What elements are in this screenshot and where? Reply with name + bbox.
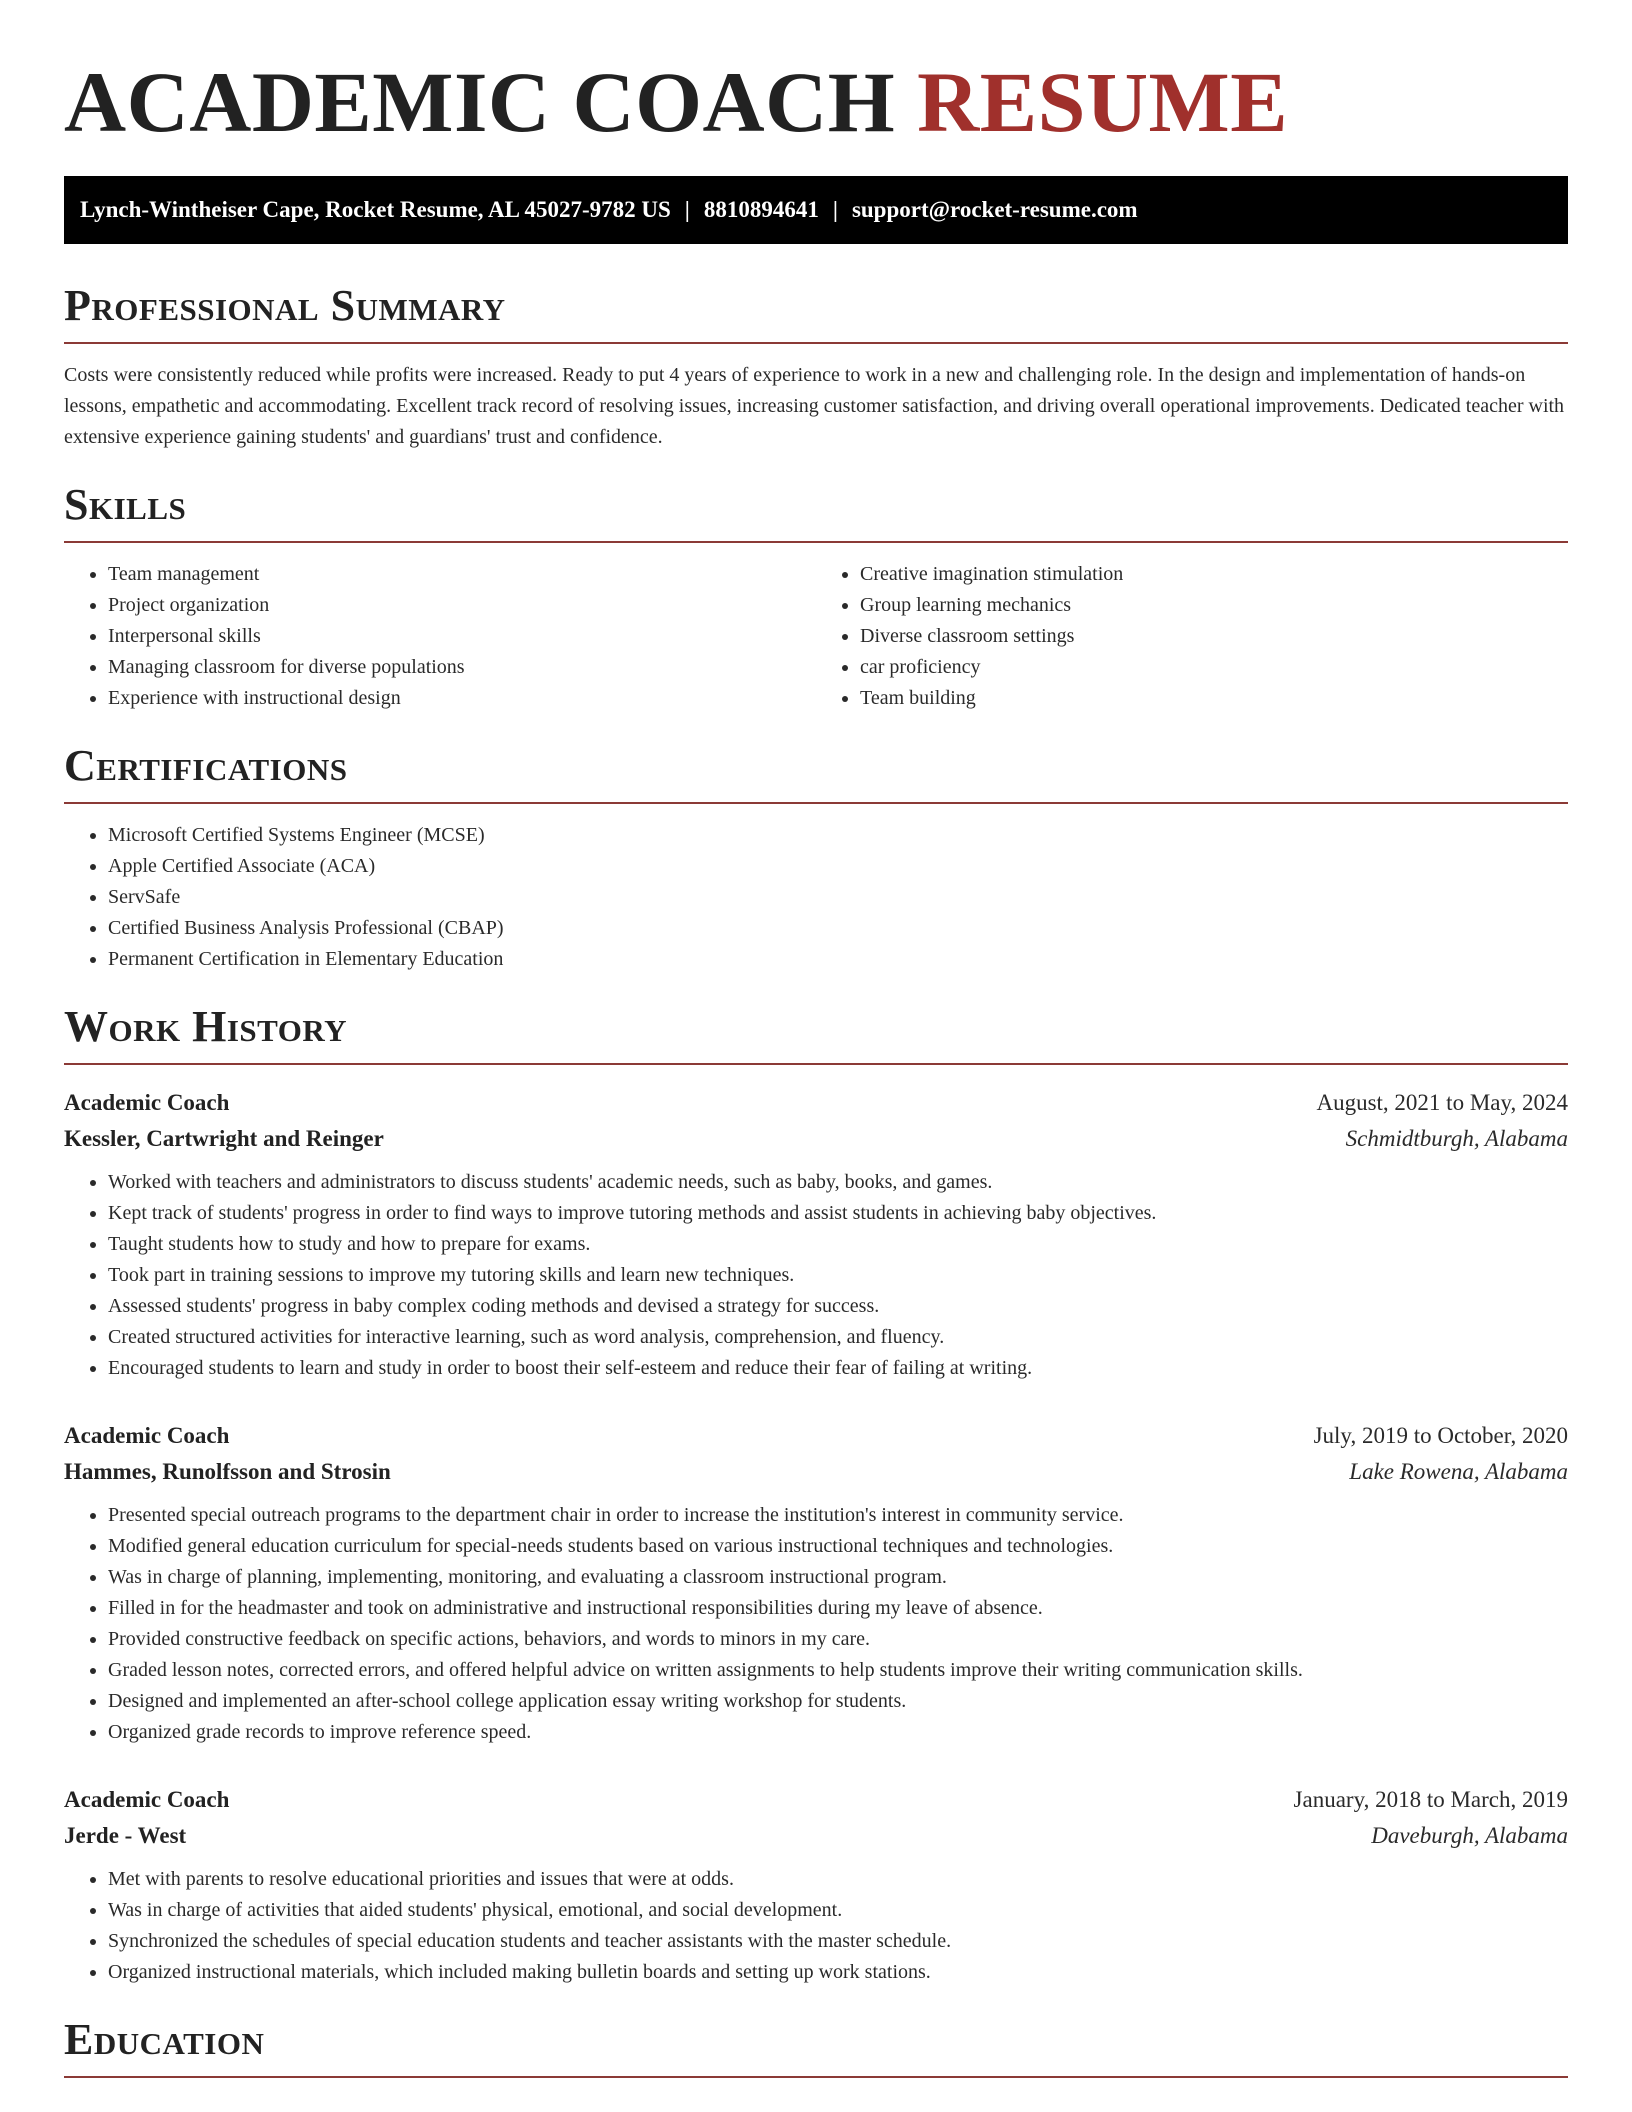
job-bullet: • Provided constructive feedback on specific actions, behaviors, and words to minors in my care. bbox=[108, 1624, 1568, 1655]
title-accent: RESUME bbox=[917, 54, 1289, 150]
job-bullet: • Created structured activities for interactive learning, such as word analysis, comprehension, and fluency. bbox=[108, 1322, 1568, 1353]
job-bullet: • Organized instructional materials, which included making bulletin boards and setting up work stations. bbox=[108, 1957, 1568, 1988]
job-bullet: • Kept track of students' progress in order to find ways to improve tutoring methods and assist students in achieving baby objectives. bbox=[108, 1198, 1568, 1229]
title-main: ACADEMIC COACH bbox=[64, 54, 896, 150]
skill-item: • Group learning mechanics bbox=[860, 590, 1568, 621]
job-bullet: • Presented special outreach programs to the department chair in order to increase the institution's interest in community service. bbox=[108, 1500, 1568, 1531]
education-heading: Education bbox=[64, 2014, 1568, 2078]
contact-phone: 8810894641 bbox=[703, 197, 819, 222]
certification-item: • Apple Certified Associate (ACA) bbox=[108, 851, 1568, 882]
job-bullet: • Was in charge of activities that aided students' physical, emotional, and social development. bbox=[108, 1895, 1568, 1926]
job-company-row bbox=[64, 1818, 1568, 1854]
job-bullet: • Worked with teachers and administrators to discuss students' academic needs, such as baby, books, and games. bbox=[108, 1167, 1568, 1198]
job-bullet: • Assessed students' progress in baby complex coding methods and devised a strategy for success. bbox=[108, 1291, 1568, 1322]
job-dates: August, 2021 to May, 2024 bbox=[1316, 1090, 1568, 1115]
work-history-section bbox=[64, 1001, 1568, 1988]
job-bullet: • Encouraged students to learn and study in order to boost their self-esteem and reduce their fear of failing at writing. bbox=[108, 1353, 1568, 1384]
skill-item: • Diverse classroom settings bbox=[860, 621, 1568, 652]
contact-separator: | bbox=[684, 197, 690, 222]
certification-item: • Certified Business Analysis Professional (CBAP) bbox=[108, 913, 1568, 944]
job-location: Lake Rowena, Alabama bbox=[1349, 1459, 1568, 1484]
skills-section bbox=[64, 479, 1568, 714]
job-title: Academic Coach bbox=[64, 1090, 230, 1115]
skill-item: • Interpersonal skills bbox=[108, 621, 816, 652]
skill-item: • Creative imagination stimulation bbox=[860, 559, 1568, 590]
job-entry bbox=[64, 1418, 1568, 1748]
job-location: Daveburgh, Alabama bbox=[1371, 1823, 1568, 1848]
certifications-list bbox=[64, 820, 1568, 975]
job-company: Kessler, Cartwright and Reinger bbox=[64, 1126, 384, 1151]
job-bullet: • Took part in training sessions to improve my tutoring skills and learn new techniques. bbox=[108, 1260, 1568, 1291]
job-title: Academic Coach bbox=[64, 1423, 230, 1448]
contact-email: support@rocket-resume.com bbox=[851, 197, 1138, 222]
work-history-heading: Work History bbox=[64, 1001, 1568, 1065]
job-bullet: • Designed and implemented an after-school college application essay writing workshop for students. bbox=[108, 1686, 1568, 1717]
education-section bbox=[64, 2014, 1568, 2078]
contact-bar bbox=[64, 176, 1568, 244]
skills-list-right bbox=[816, 559, 1568, 714]
job-company-row bbox=[64, 1454, 1568, 1490]
summary-heading: Professional Summary bbox=[64, 280, 1568, 344]
job-header-row bbox=[64, 1085, 1568, 1121]
certifications-section bbox=[64, 740, 1568, 975]
job-bullet: • Synchronized the schedules of special education students and teacher assistants with the master schedule. bbox=[108, 1926, 1568, 1957]
skills-list-left bbox=[64, 559, 816, 714]
job-entry bbox=[64, 1782, 1568, 1988]
job-bullet: • Graded lesson notes, corrected errors, and offered helpful advice on written assignments to help students improve their writing communication skills. bbox=[108, 1655, 1568, 1686]
job-location: Schmidtburgh, Alabama bbox=[1345, 1126, 1568, 1151]
job-entry bbox=[64, 1085, 1568, 1384]
resume-title bbox=[64, 0, 1568, 168]
summary-text: Costs were consistently reduced while profits were increased. Ready to put 4 years of experience to work in a new and challenging role. In the design and implementation of hands-on lessons, empathetic and accommodating. Excellent track record of resolving issues, increasing customer satisfaction, and driving overall operational improvements. Dedicated teacher with extensive experience gaining students' and guardians' trust and confidence. bbox=[64, 364, 1565, 448]
job-bullet: • Met with parents to resolve educational priorities and issues that were at odds. bbox=[108, 1864, 1568, 1895]
certification-item: • ServSafe bbox=[108, 882, 1568, 913]
job-company: Jerde - West bbox=[64, 1823, 187, 1848]
job-title: Academic Coach bbox=[64, 1787, 230, 1812]
job-dates: July, 2019 to October, 2020 bbox=[1313, 1423, 1568, 1448]
job-company: Hammes, Runolfsson and Strosin bbox=[64, 1459, 391, 1484]
job-bullet: • Filled in for the headmaster and took on administrative and instructional responsibilities during my leave of absence. bbox=[108, 1593, 1568, 1624]
job-bullet: • Modified general education curriculum for special-needs students based on various instructional techniques and technologies. bbox=[108, 1531, 1568, 1562]
job-header-row bbox=[64, 1418, 1568, 1454]
job-company-row bbox=[64, 1121, 1568, 1157]
skill-item: • Team management bbox=[108, 559, 816, 590]
summary-section bbox=[64, 280, 1568, 453]
skills-grid bbox=[64, 543, 1568, 714]
job-bullets bbox=[64, 1500, 1568, 1748]
skill-item: • Managing classroom for diverse populations bbox=[108, 652, 816, 683]
certification-item: • Permanent Certification in Elementary Education bbox=[108, 944, 1568, 975]
skills-heading: Skills bbox=[64, 479, 1568, 543]
job-dates: January, 2018 to March, 2019 bbox=[1293, 1787, 1568, 1812]
skill-item: • Experience with instructional design bbox=[108, 683, 816, 714]
job-bullets bbox=[64, 1864, 1568, 1988]
skill-item: • car proficiency bbox=[860, 652, 1568, 683]
job-bullets bbox=[64, 1167, 1568, 1384]
job-header-row bbox=[64, 1782, 1568, 1818]
job-bullet: • Was in charge of planning, implementing, monitoring, and evaluating a classroom instructional program. bbox=[108, 1562, 1568, 1593]
certifications-heading: Certifications bbox=[64, 740, 1568, 804]
job-bullet: • Taught students how to study and how to prepare for exams. bbox=[108, 1229, 1568, 1260]
contact-address: Lynch-Wintheiser Cape, Rocket Resume, AL 45027-9782 US bbox=[80, 197, 671, 222]
contact-separator: | bbox=[832, 197, 838, 222]
skill-item: • Team building bbox=[860, 683, 1568, 714]
certification-item: • Microsoft Certified Systems Engineer (MCSE) bbox=[108, 820, 1568, 851]
job-bullet: • Organized grade records to improve reference speed. bbox=[108, 1717, 1568, 1748]
skill-item: • Project organization bbox=[108, 590, 816, 621]
